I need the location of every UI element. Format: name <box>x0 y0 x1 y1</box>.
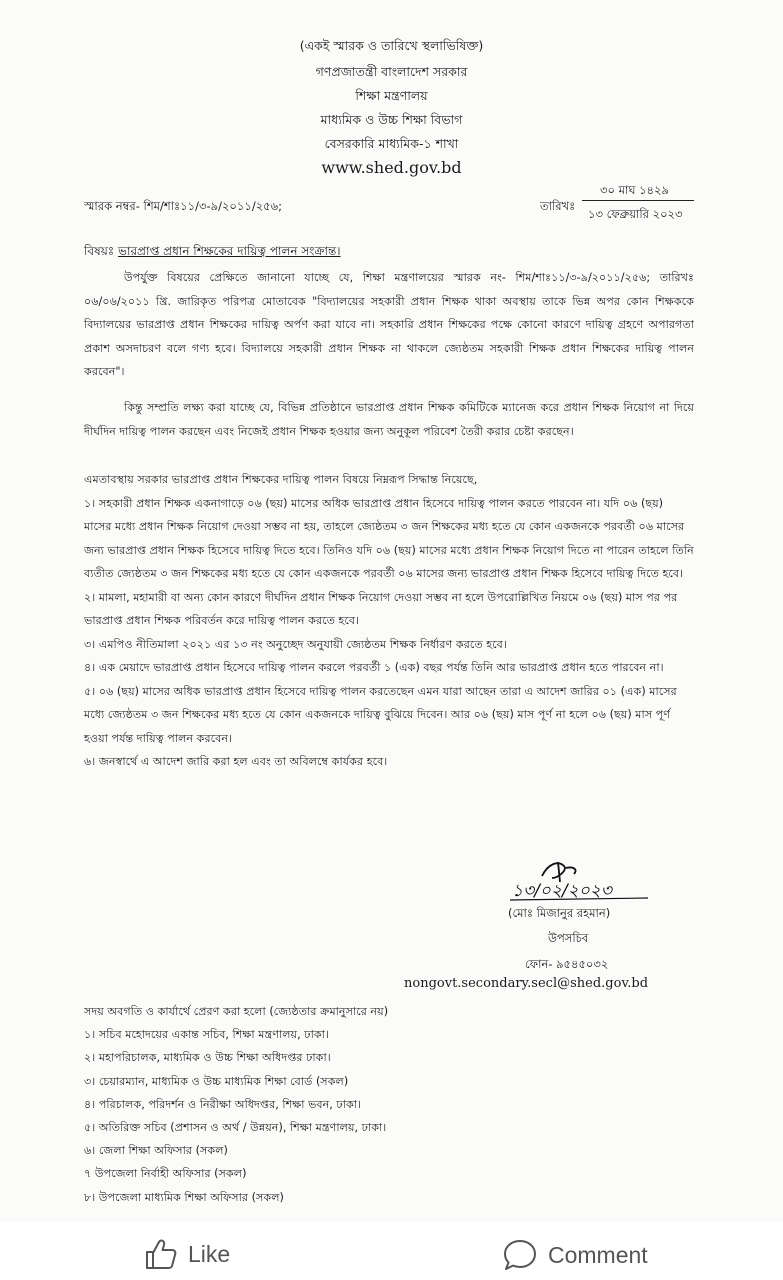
decision-item: ৪। এক মেয়াদে ভারপ্রাপ্ত প্রধান হিসেবে দায়িত্ব পালন করলে পরবর্তী ১ (এক) বছর পর্যন্ত তিনি আর ভারপ্রাপ্ত প্রধান হতে পারবেন না। <box>84 661 664 674</box>
decisions-block <box>84 468 694 774</box>
date-bangla: ৩০ মাঘ ১৪২৯ <box>600 183 669 197</box>
date-divider <box>582 200 694 201</box>
copy-to-item: ৬। জেলা শিক্ষা অফিসার (সকল) <box>84 1144 228 1158</box>
thumbs-up-icon <box>144 1238 178 1270</box>
decision-item: ১। সহকারী প্রধান শিক্ষক একনাগাড়ে ০৬ (ছয়) মাসের অধিক ভারপ্রাপ্ত প্রধান হিসেবে দায়িত্ব পালন করতে পারবেন না। যদি ০৬ (ছয়) মাসের মধ্যে প্রধান শিক্ষক নিয়োগ দেওয়া সম্ভব না হয়, তাহলে জ্যেষ্ঠতম ৩ জন শিক্ষকের মধ্য হতে যে কোন একজনকে পরবর্তী ০৬ মাসের জন্য ভারপ্রাপ্ত প্রধান শিক্ষক হিসেবে দায়িত্ব দিতে হবে। তিনিও যদি ০৬ (ছয়) মাসের মধ্যে প্রধান শিক্ষক নিয়োগ দিতে না পারেন তাহলে তিনি ব্যতীত জ্যেষ্ঠতম ৩ জন শিক্ষকের মধ্য হতে যে কোন একজনকে পরবর্তী ০৬ মাসের জন্য ভারপ্রাপ্ত প্রধান শিক্ষক হিসেবে দায়িত্ব দিতে হবে। <box>84 496 694 580</box>
memo-reference: স্মারক নম্বর- শিম/শাঃ১১/৩-৯/২০১১/২৫৬; <box>84 199 282 213</box>
copy-to-item: ১। সচিব মহোদয়ের একান্ত সচিব, শিক্ষা মন্ত্রণালয়, ঢাকা। <box>84 1028 329 1042</box>
signatory-phone: ফোন- ৯৫৪৫০৩২ <box>525 957 609 971</box>
subject-prefix: বিষয়ঃ <box>84 244 115 258</box>
signature-date: ১৩/০২/২০২৩ <box>512 881 612 901</box>
date-label: তারিখঃ <box>540 199 576 213</box>
subject-text: ভারপ্রাপ্ত প্রধান শিক্ষকের দায়িত্ব পালন সংক্রান্ত। <box>118 244 341 258</box>
handwritten-signature <box>508 856 658 902</box>
speech-bubble-icon <box>502 1238 538 1272</box>
signatory-name: (মোঃ মিজানুর রহমান) <box>508 906 611 920</box>
copy-to-item: ৩। চেয়ারম্যান, মাধ্যমিক ও উচ্চ মাধ্যমিক শিক্ষা বোর্ড (সকল) <box>84 1074 349 1088</box>
decision-item: ২। মামলা, মহামারী বা অন্য কোন কারণে দীর্ঘদিন প্রধান শিক্ষক নিয়োগ দেওয়া সম্ভব না হলে উপরোল্লিখিত নিয়মে ০৬ (ছয়) মাস পর পর ভারপ্রাপ্ত প্রধান শিক্ষক পরিবর্তন করে দায়িত্ব পালন করতে হবে। <box>84 590 678 627</box>
header-ministry: শিক্ষা মন্ত্রণালয় <box>355 88 428 103</box>
decision-item: ৫। ০৬ (ছয়) মাসের অধিক ভারপ্রাপ্ত প্রধান হিসেবে দায়িত্ব পালন করতেছেন এমন যারা আছেন তারা এ আদেশ জারির ০১ (এক) মাসের মধ্যে জ্যেষ্ঠতম ৩ জন শিক্ষকের মধ্য হতে যে কোন একজনকে দায়িত্ব বুঝিয়ে দিবেন। আর ০৬ (ছয়) মাস পূর্ণ না হলে ০৬ (ছয়) মাস পূর্ণ হওয়া পর্যন্ত দায়িত্ব পালন করবেন। <box>84 684 677 745</box>
signatory-designation: উপসচিব <box>548 931 589 945</box>
like-button[interactable] <box>144 1238 230 1270</box>
copy-to-item: ৪। পরিচালক, পরিদর্শন ও নিরীক্ষা অধিদপ্তর, শিক্ষা ভবন, ঢাকা। <box>84 1097 362 1111</box>
paragraph-3: এমতাবস্থায় সরকার ভারপ্রাপ্ত প্রধান শিক্ষকের দায়িত্ব পালন বিষয়ে নিম্নরূপ সিদ্ধান্ত নিয়েছে, <box>84 473 478 486</box>
post-actions-bar <box>0 1222 783 1280</box>
header-note: (একই স্মারক ও তারিখে স্থলাভিষিক্ত) <box>299 38 484 53</box>
comment-button[interactable] <box>502 1238 648 1272</box>
date-english: ১৩ ফেব্রুয়ারি ২০২৩ <box>588 207 683 221</box>
comment-label: Comment <box>548 1241 648 1268</box>
paragraph-1: উপর্যুক্ত বিষয়ের প্রেক্ষিতে জানানো যাচ্ছে যে, শিক্ষা মন্ত্রণালয়ের স্মারক নং- শিম/শাঃ১১/৩-৯/২০১১/২৫৬; তারিখঃ ০৬/০৬/২০১১ খ্রি. জারিকৃত পরিপত্র মোতাবেক "বিদ্যালয়ের সহকারী প্রধান শিক্ষক থাকা অবস্থায় তাকে ভিন্ন অপর কোন শিক্ষককে বিদ্যালয়ের ভারপ্রাপ্ত প্রধান শিক্ষকের দায়িত্ব অর্পণ করা যাবে না। সহকারি প্রধান শিক্ষকের পক্ষে কোনো কারণে দায়িত্ব গ্রহণে অপারগতা প্রকাশ অসদাচরণ বলে গণ্য হবে। বিদ্যালয়ে সহকারী প্রধান শিক্ষক না থাকলে জ্যেষ্ঠতম সহকারী শিক্ষক প্রধান শিক্ষকের দায়িত্ব পালন করবেন"। <box>84 271 694 378</box>
paragraph-2: কিন্তু সম্প্রতি লক্ষ্য করা যাচ্ছে যে, বিভিন্ন প্রতিষ্ঠানে ভারপ্রাপ্ত প্রধান শিক্ষক কমিটিকে ম্যানেজ করে প্রধান শিক্ষক নিয়োগ না দিয়ে দীর্ঘদিন দায়িত্ব পালন করছেন এবং নিজেই প্রধান শিক্ষক হওয়ার জন্য অনুকূল পরিবেশ তৈরী করার চেষ্টা করছেন। <box>84 401 694 438</box>
copy-to-item: ৭ উপজেলা নির্বাহী অফিসার (সকল) <box>84 1167 247 1181</box>
copy-to-item: ২। মহাপরিচালক, মাধ্যমিক ও উচ্চ শিক্ষা অধিদপ্তর ঢাকা। <box>84 1051 331 1065</box>
copy-to-list <box>84 1000 704 1209</box>
decision-item: ৩। এমপিও নীতিমালা ২০২১ এর ১৩ নং অনুচ্ছেদ অনুযায়ী জ্যেষ্ঠতম শিক্ষক নির্ধারণ করতে হবে। <box>84 637 507 651</box>
copy-to-item: ৫। অতিরিক্ত সচিব (প্রশাসন ও অর্থ / উন্নয়ন), শিক্ষা মন্ত্রণালয়, ঢাকা। <box>84 1121 387 1135</box>
decision-item: ৬। জনস্বার্থে এ আদেশ জারি করা হল এবং তা অবিলম্বে কার্যকর হবে। <box>84 755 388 768</box>
copy-to-heading: সদয় অবগতি ও কার্যার্থে প্রেরণ করা হলো (জ্যেষ্ঠতার ক্রমানুসারে নয়) <box>84 1005 389 1018</box>
header-website: www.shed.gov.bd <box>321 158 462 177</box>
signatory-email: nongovt.secondary.secl@shed.gov.bd <box>404 976 649 991</box>
like-label: Like <box>188 1240 231 1267</box>
copy-to-item: ৮। উপজেলা মাধ্যমিক শিক্ষা অফিসার (সকল) <box>84 1190 284 1204</box>
header-government: গণপ্রজাতন্ত্রী বাংলাদেশ সরকার <box>315 64 468 79</box>
subject-line <box>84 243 341 263</box>
header-division: মাধ্যমিক ও উচ্চ শিক্ষা বিভাগ <box>320 112 463 127</box>
header-branch: বেসরকারি মাধ্যমিক-১ শাখা <box>324 136 459 151</box>
